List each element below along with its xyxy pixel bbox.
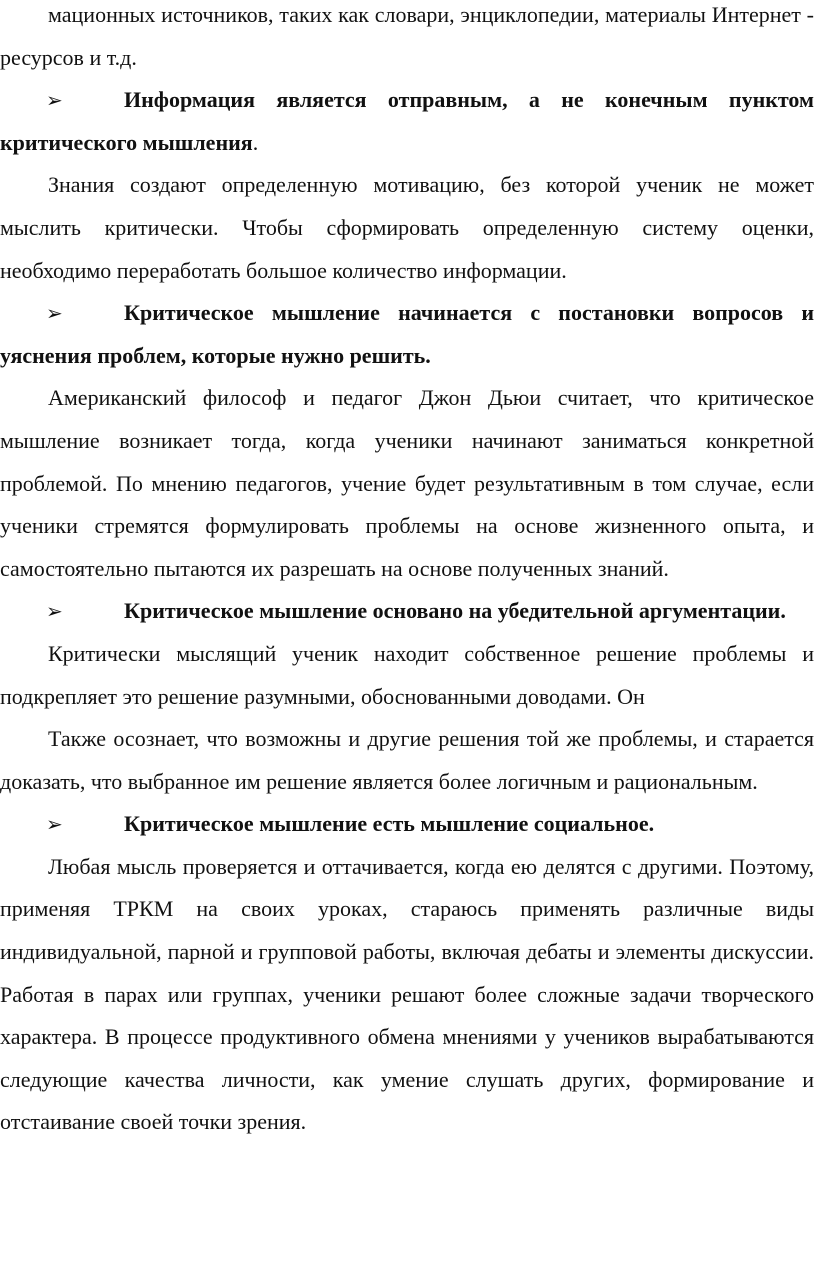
paragraph-dewey: Американский философ и педагог Джон Дьюи считает, что критическое мышление возникает тогда, когда ученики начинают заниматься конкретной проблемой. По мнению педагогов, учение будет результативным в том случае, если ученики стремятся формулировать проблемы на основе жизненного опыта, и самостоятельно пытаются их разрешать на основе полученных знаний.	[0, 385, 814, 581]
bullet-heading-argumentation	[0, 590, 814, 633]
bullet-heading-questions	[0, 292, 814, 377]
bullet-heading-information	[0, 79, 814, 164]
paragraph-continuation: мационных источников, таких как словари, энциклопедии, материалы Интернет - ресурсов и т.д.	[0, 2, 814, 70]
bullet-heading-social	[0, 803, 814, 846]
paragraph-other-solutions: Также осознает, что возможны и другие решения той же проблемы, и старается доказать, что выбранное им решение является более логичным и рациональным.	[0, 726, 814, 794]
heading-tail: .	[252, 129, 259, 155]
heading-text: Информация является отправным, а не конечным пунктом критического мышления	[0, 87, 814, 155]
paragraph-knowledge: Знания создают определенную мотивацию, без которой ученик не может мыслить критически. Чтобы сформировать определенную систему оценки, необходимо переработать большое количество информации.	[0, 172, 814, 283]
paragraph-any-thought: Любая мысль проверяется и оттачивается, когда ею делятся с другими. Поэтому, применяя ТРКМ на своих уроках, стараюсь применять различные виды индивидуальной, парной и групповой работы, включая дебаты и элементы дискуссии. Работая в парах или группах, ученики решают более сложные задачи творческого характера. В процессе продуктивного обмена мнениями у учеников вырабатываются следующие качества личности, как умение слушать других, формирование и отстаивание своей точки зрения.	[0, 853, 814, 1135]
paragraph-critical-student: Критически мыслящий ученик находит собственное решение проблемы и подкрепляет это решение разумными, обоснованными доводами. Он	[0, 640, 814, 709]
heading-text: Критическое мышление начинается с постановки вопросов и уяснения проблем, которые нужно решить.	[0, 300, 814, 368]
heading-text: Критическое мышление есть мышление социальное.	[124, 811, 655, 837]
heading-text: Критическое мышление основано на убедительной аргументации.	[124, 598, 786, 624]
arrow-bullet-icon: ➢	[46, 599, 63, 624]
arrow-bullet-icon: ➢	[46, 301, 63, 326]
arrow-bullet-icon: ➢	[46, 812, 63, 837]
arrow-bullet-icon: ➢	[46, 88, 63, 113]
